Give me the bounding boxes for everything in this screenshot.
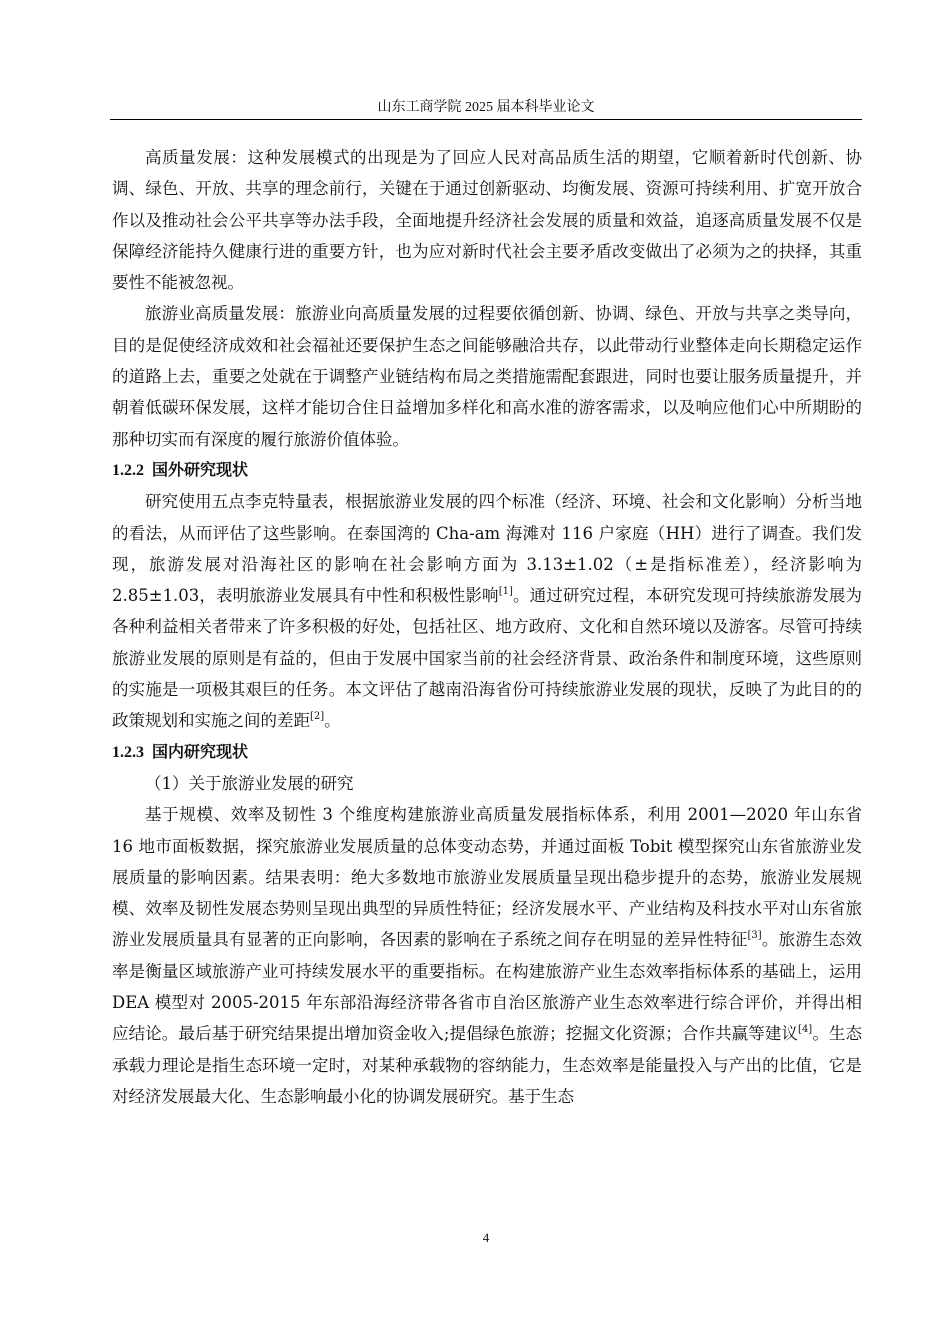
section-number: 1.2.3 [112, 743, 144, 761]
section-heading-1-2-3 [112, 737, 862, 768]
citation-ref[interactable]: [1] [498, 586, 513, 598]
paragraph-text: 。生态承载力理论是指生态环境一定时，对某种承载物的容纳能力，生态效率是能量投入与产出的比值，它是对经济发展最大化、生态影响最小化的协调发展研究。基于生态 [112, 1024, 863, 1106]
paragraph-text: 。通过研究过程，本研究发现可持续旅游发展为各种利益相关者带来了许多积极的好处，包括社区、地方政府、文化和自然环境以及游客。尽管可持续旅游业发展的原则是有益的，但由于发展中国家当前的社会经济背景、政治条件和制度环境，这些原则的实施是一项极其艰巨的任务。本文评估了越南沿海省份可持续旅游业发展的现状，反映了为此目的的政策规划和实施之间的差距 [112, 586, 862, 731]
header-divider [110, 119, 862, 120]
section-heading-1-2-2 [112, 455, 862, 486]
paragraph-text: 研究使用五点李克特量表，根据旅游业发展的四个标准（经济、环境、社会和文化影响）分析当地的看法，从而评估了这些影响。在泰国湾的 Cha-am 海滩对 116 户家庭（HH）进行了调查。我们发现，旅游发展对沿海社区的影响在社会影响方面为 3.13±1.02（±是指标准差），经济影响为 2.85±1.03，表明旅游业发展具有中性和积极性影响 [112, 492, 862, 606]
citation-ref[interactable]: [3] [747, 930, 762, 942]
paragraph-high-quality-development: 高质量发展：这种发展模式的出现是为了回应人民对高品质生活的期望，它顺着新时代创新、协调、绿色、开放、共享的理念前行，关键在于通过创新驱动、均衡发展、资源可持续利用、扩宽开放合作以及推动社会公平共享等办法手段，全面地提升经济社会发展的质量和效益，追逐高质量发展不仅是保障经济能持久健康行进的重要方针，也为应对新时代社会主要矛盾改变做出了必须为之的抉择，其重要性不能被忽视。 [112, 148, 862, 293]
section-title: 国内研究现状 [152, 743, 249, 761]
paragraph-foreign-research [112, 486, 862, 736]
page-header: 山东工商学院 2025 届本科毕业论文 [377, 100, 595, 115]
section-title: 国外研究现状 [152, 461, 249, 479]
paragraph-text: 。旅游生态效率是衡量区域旅游产业可持续发展水平的重要指标。在构建旅游产业生态效率指标体系的基础上，运用 DEA 模型对 2005-2015 年东部沿海经济带各省市自治区旅游产业生态效率进行综合评价，并得出相应结论。最后基于研究结果提出增加资金收入;提倡绿色旅游；挖掘文化资源；合作共赢等建议 [112, 930, 863, 1044]
section-number: 1.2.2 [112, 461, 144, 479]
paragraph-domestic-research [112, 799, 862, 1112]
paragraph-tourism-high-quality-development: 旅游业高质量发展：旅游业向高质量发展的过程要依循创新、协调、绿色、开放与共享之类导向，目的是促使经济成效和社会福祉还要保护生态之间能够融洽共存，以此带动行业整体走向长期稳定运作的道路上去，重要之处就在于调整产业链结构布局之类措施需配套跟进，同时也要让服务质量提升，并朝着低碳环保发展，这样才能切合住日益增加多样化和高水准的游客需求，以及响应他们心中所期盼的那种切实而有深度的履行旅游价值体验。 [112, 304, 862, 449]
body-text [112, 142, 862, 1112]
paragraph-text: 基于规模、效率及韧性 3 个维度构建旅游业高质量发展指标体系，利用 2001—2020 年山东省 16 地市面板数据，探究旅游业发展质量的总体变动态势，并通过面板 Tobit 模型探究山东省旅游业发展质量的影响因素。结果表明：绝大多数地市旅游业发展质量呈现出稳步提升的态势，旅游业发展规模、效率及韧性发展态势则呈现出典型的异质性特征；经济发展水平、产业结构及科技水平对山东省旅游业发展质量具有显著的正向影响，各因素的影响在子系统之间存在明显的差异性特征 [112, 805, 862, 950]
citation-ref[interactable]: [2] [310, 711, 325, 723]
citation-ref[interactable]: [4] [798, 1024, 813, 1036]
page-number: 4 [482, 1230, 490, 1245]
paragraph-text: 。 [324, 711, 341, 731]
subheading-tourism-development-research: （1）关于旅游业发展的研究 [145, 773, 354, 793]
